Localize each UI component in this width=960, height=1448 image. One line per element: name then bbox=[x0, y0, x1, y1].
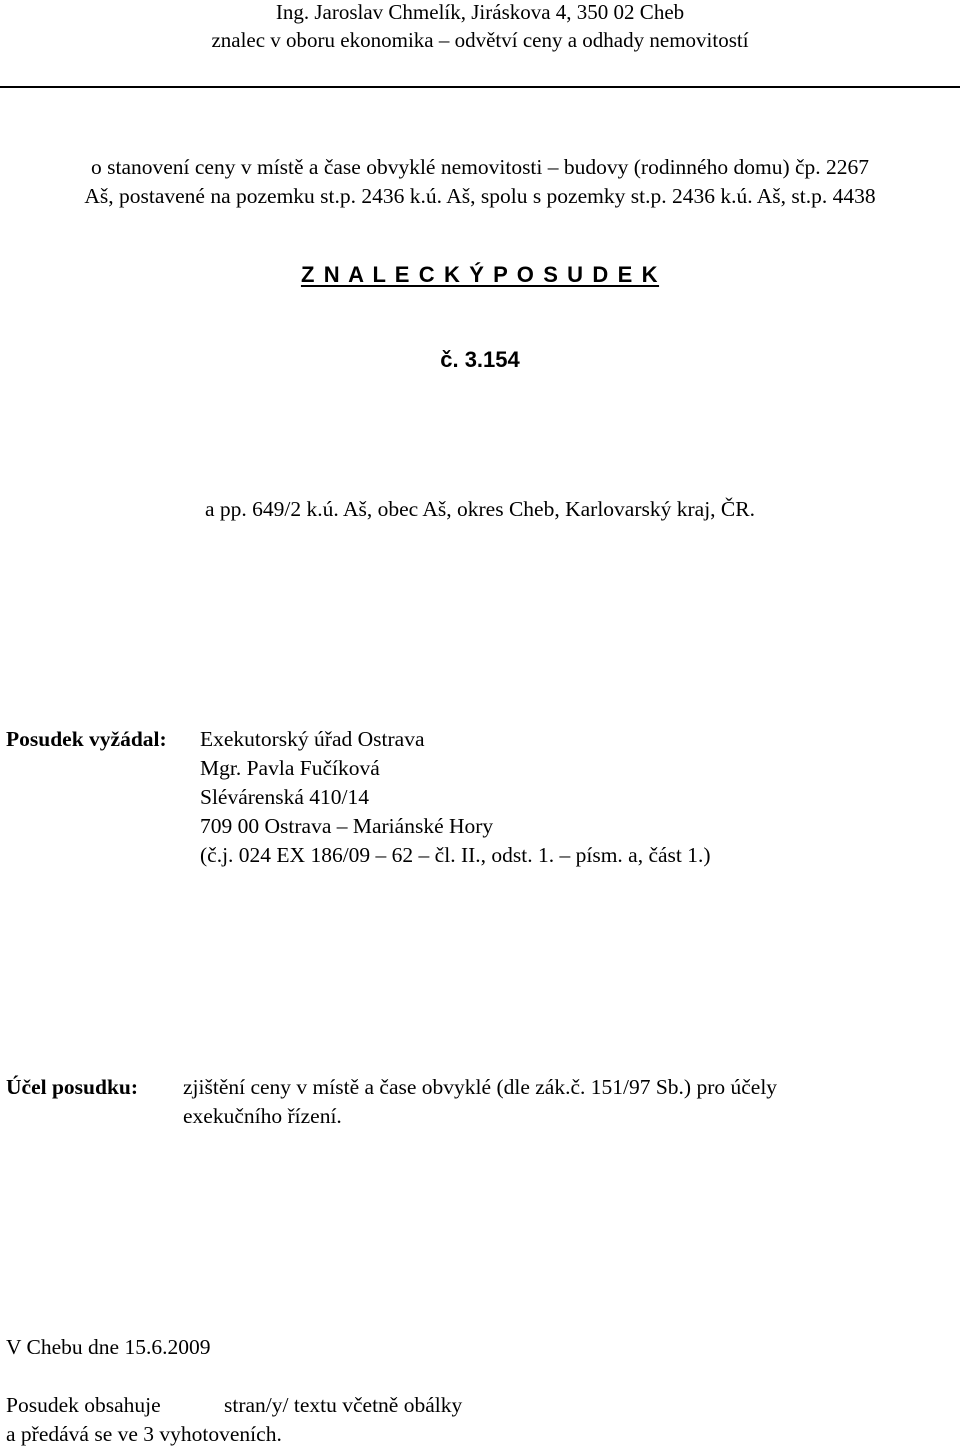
purpose-label: Účel posudku: bbox=[6, 1075, 139, 1099]
requested-by-office: Exekutorský úřad Ostrava bbox=[200, 727, 425, 751]
subject-line-3: a pp. 649/2 k.ú. Aš, obec Aš, okres Cheb, Karlovarský kraj, ČR. bbox=[205, 497, 755, 521]
footer-pages-start: Posudek obsahuje bbox=[6, 1393, 161, 1417]
footer-pages-end: stran/y/ textu včetně obálky bbox=[224, 1393, 463, 1417]
purpose-line-2: exekučního řízení. bbox=[183, 1104, 342, 1128]
requested-by-city: 709 00 Ostrava – Mariánské Hory bbox=[200, 814, 494, 838]
date-line: V Chebu dne 15.6.2009 bbox=[6, 1335, 211, 1359]
header-divider bbox=[0, 86, 960, 88]
document-number: č. 3.154 bbox=[440, 347, 520, 372]
header-expertise-line: znalec v oboru ekonomika – odvětví ceny a odhady nemovitostí bbox=[211, 28, 749, 52]
subject-line-2: Aš, postavené na pozemku st.p. 2436 k.ú. Aš, spolu s pozemky st.p. 2436 k.ú. Aš, st.p. 4438 bbox=[84, 184, 876, 208]
requested-by-reference: (č.j. 024 EX 186/09 – 62 – čl. II., odst. 1. – písm. a, část 1.) bbox=[200, 843, 711, 867]
subject-line-1: o stanovení ceny v místě a čase obvyklé nemovitosti – budovy (rodinného domu) čp. 2267 bbox=[90, 155, 870, 179]
header-author-line: Ing. Jaroslav Chmelík, Jiráskova 4, 350 02 Cheb bbox=[275, 0, 685, 24]
requested-by-person: Mgr. Pavla Fučíková bbox=[200, 756, 380, 780]
requested-by-label: Posudek vyžádal: bbox=[6, 727, 167, 751]
requested-by-street: Slévárenská 410/14 bbox=[200, 785, 369, 809]
footer-copies: a předává se ve 3 vyhotoveních. bbox=[6, 1422, 282, 1446]
purpose-line-1: zjištění ceny v místě a čase obvyklé (dle zák.č. 151/97 Sb.) pro účely bbox=[183, 1075, 778, 1099]
document-title: Z N A L E C K Ý P O S U D E K bbox=[300, 262, 660, 287]
